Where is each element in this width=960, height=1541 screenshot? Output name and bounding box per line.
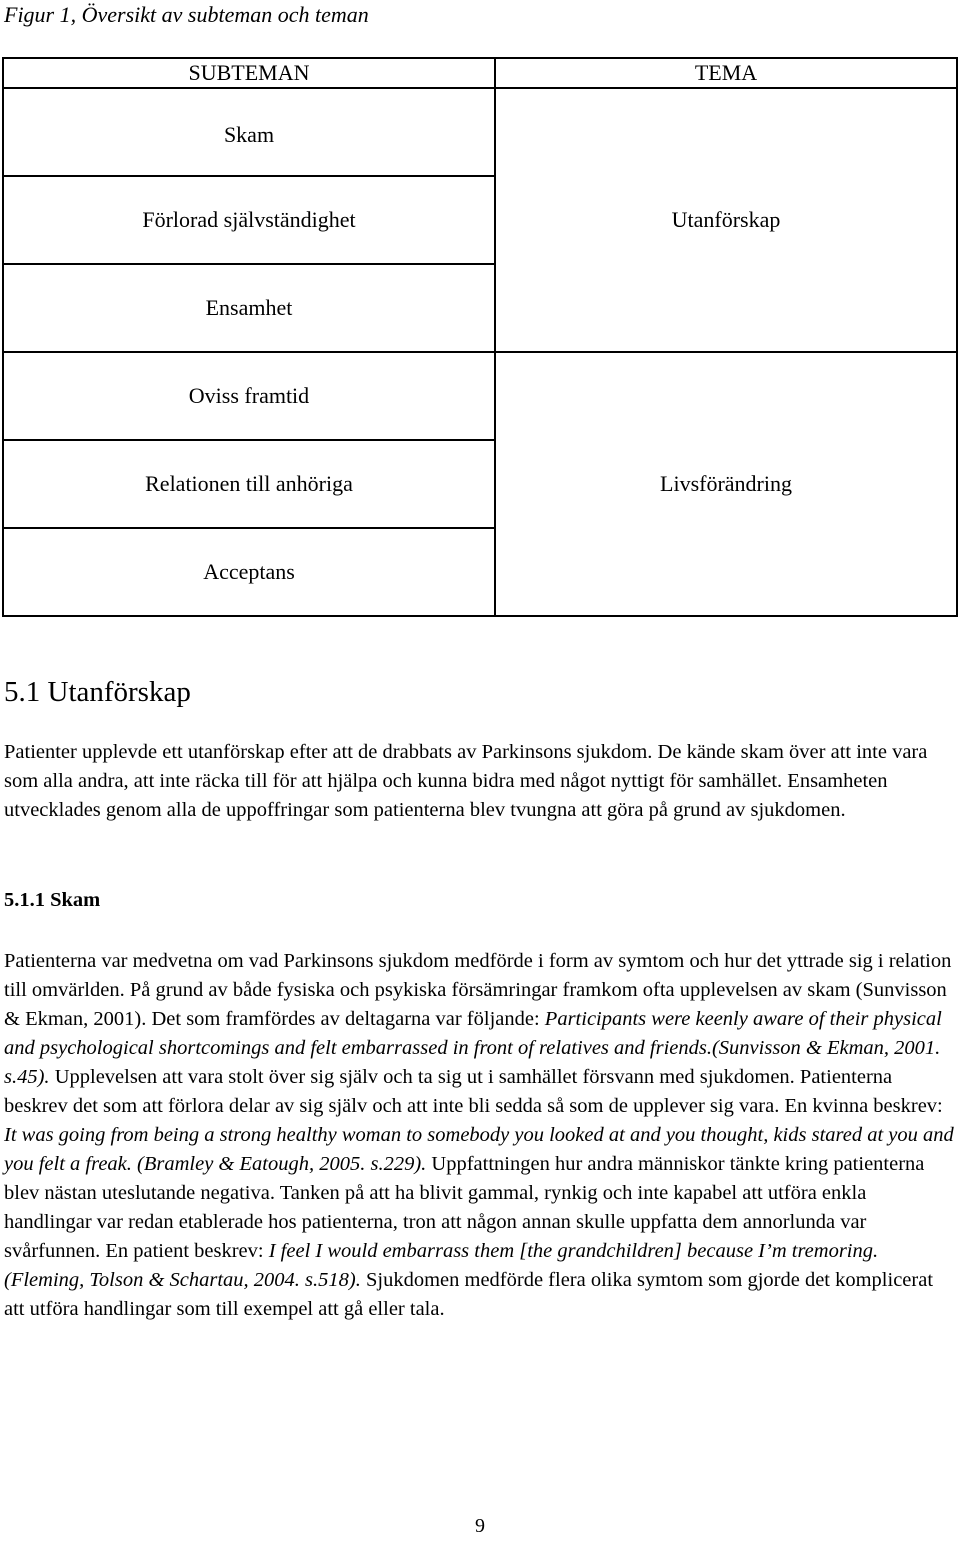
subtheme-cell: Skam: [2, 87, 496, 177]
section-heading: 5.1 Utanförskap: [4, 676, 191, 708]
body-text: Uppfattningen hur andra människor tänkte kring patienterna blev nästan uteslutande negativa. Tanken på att ha blivit gammal, rynkig och inte kapabel att utföra enkla handlingar var redan etablerade hos patienterna, tron att någon annan skulle uppfatta dem annorlunda var svårfunnen. En patient beskrev:: [4, 1153, 925, 1262]
quote-text: It was going from being a strong healthy woman to somebody you looked at and you thought, kids stared at you and you felt a freak.: [4, 1124, 954, 1175]
figure-caption: Figur 1, Översikt av subteman och teman: [4, 2, 369, 27]
theme-cell: Livsförändring: [494, 351, 958, 617]
body-text: Upplevelsen att vara stolt över sig själv och ta sig ut i samhället försvann med sjukdomen. Patienterna beskrev det som att förlora delar av sig själv och att inte bli sedda så som de upplever sig vara. En kvinna beskrev:: [4, 1066, 943, 1117]
subtheme-cell: Acceptans: [2, 527, 496, 617]
subtheme-cell: Oviss framtid: [2, 351, 496, 441]
citation-text: (Sunvisson & Ekman, 2001. s.45).: [4, 1037, 941, 1088]
theme-cell: Utanförskap: [494, 87, 958, 353]
header-subteman: SUBTEMAN: [2, 57, 496, 89]
themes-table: [2, 57, 958, 617]
quote-text: I feel I would embarrass them [the grandchildren] because I’m tremoring.: [268, 1240, 879, 1262]
subsection-heading: 5.1.1 Skam: [4, 889, 101, 911]
citation-text: (Fleming, Tolson & Schartau, 2004. s.518).: [4, 1269, 361, 1291]
subsection-paragraph: [4, 947, 954, 1324]
subtheme-cell: Ensamhet: [2, 263, 496, 353]
section-paragraph: Patienter upplevde ett utanförskap efter att de drabbats av Parkinsons sjukdom. De kände skam över att inte vara som alla andra, att inte räcka till för att hjälpa och kunna bidra med något nyttigt för samhället. Ensamheten utvecklades genom alla de uppoffringar som patienterna blev tvungna att göra på grund av sjukdomen.: [4, 741, 928, 821]
header-tema: TEMA: [494, 57, 958, 89]
body-text: Patienterna var medvetna om vad Parkinsons sjukdom medförde i form av symtom och hur det yttrade sig i relation till omvärlden. På grund av både fysiska och psykiska försämringar framkom ofta upplevelsen av skam (Sunvisson & Ekman, 2001). Det som framfördes av deltagarna var följande:: [4, 950, 952, 1030]
subtheme-cell: Relationen till anhöriga: [2, 439, 496, 529]
body-text: Sjukdomen medförde flera olika symtom som gjorde det komplicerat att utföra handlingar som till exempel att gå eller tala.: [4, 1269, 934, 1320]
quote-text: Participants were keenly aware of their physical and psychological shortcomings and felt embarrassed in front of relatives and friends.: [4, 1008, 942, 1059]
citation-text: (Bramley & Eatough, 2005. s.229).: [131, 1153, 427, 1175]
subtheme-cell: Förlorad självständighet: [2, 175, 496, 265]
page-number: 9: [475, 1515, 485, 1537]
